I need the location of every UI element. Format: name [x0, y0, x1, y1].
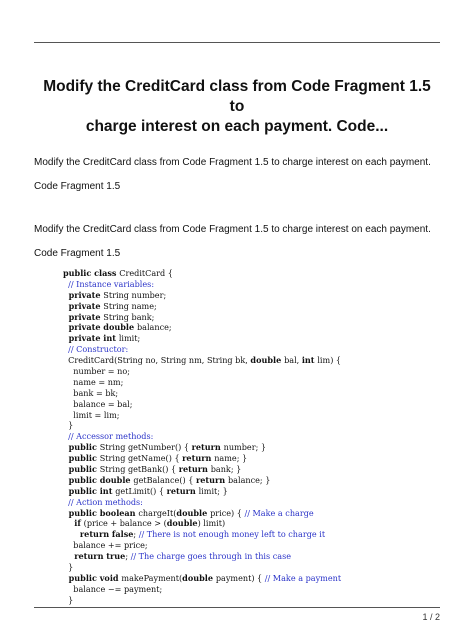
code-text: number; }	[223, 442, 267, 453]
code-keyword: public	[63, 453, 100, 464]
code-line	[63, 442, 443, 453]
code-keyword: private	[63, 289, 104, 300]
code-line	[63, 268, 443, 279]
code-line	[63, 529, 443, 540]
code-keyword: return	[182, 453, 215, 464]
code-comment: // Constructor:	[63, 344, 129, 355]
code-line	[63, 551, 443, 562]
code-line	[63, 573, 443, 584]
code-text: ;	[133, 529, 139, 540]
code-text: bank; }	[210, 464, 242, 475]
code-keyword: public int	[63, 485, 116, 496]
bottom-rule	[34, 607, 440, 608]
code-line	[63, 322, 443, 333]
code-line	[63, 540, 443, 551]
code-text: balance += price;	[63, 540, 148, 551]
code-comment: // Instance variables:	[63, 278, 155, 289]
code-keyword: double	[166, 518, 198, 529]
code-line	[63, 453, 443, 464]
code-comment: // The charge goes through in this case	[130, 551, 292, 562]
code-text: CreditCard {	[119, 268, 173, 278]
code-text: ;	[125, 551, 131, 562]
code-keyword: public double	[63, 474, 134, 485]
code-keyword: return true	[63, 551, 126, 562]
code-line	[63, 388, 443, 399]
top-rule	[34, 42, 440, 43]
code-keyword: public void	[63, 572, 122, 583]
code-text: bal,	[284, 355, 302, 366]
code-text: String getBank() {	[99, 464, 179, 475]
code-text: CreditCard(String no, String nm, String bk,	[63, 355, 251, 366]
code-text: name = nm;	[63, 376, 124, 387]
code-line	[63, 366, 443, 377]
code-keyword: public	[63, 464, 100, 475]
code-keyword: return	[166, 485, 199, 496]
paragraph-4: Code Fragment 1.5	[34, 248, 121, 259]
code-line	[63, 301, 443, 312]
document-title	[34, 77, 440, 137]
code-text: balance;	[136, 322, 172, 333]
code-line	[63, 420, 443, 431]
title-line-2: charge interest on each payment. Code...	[85, 118, 389, 135]
code-keyword: if	[63, 518, 84, 529]
code-line	[63, 595, 443, 606]
code-text: getLimit() {	[115, 485, 167, 496]
code-text: makePayment(	[121, 572, 183, 583]
code-line	[63, 508, 443, 519]
code-text: balance −= payment;	[63, 583, 163, 594]
code-keyword: private	[63, 311, 104, 322]
code-text: getBalance() {	[133, 474, 196, 485]
code-keyword: private double	[63, 322, 137, 333]
code-line	[63, 279, 443, 290]
code-text: payment) {	[215, 572, 265, 583]
code-line	[63, 290, 443, 301]
code-text: }	[63, 420, 74, 431]
code-comment: // Accessor methods:	[63, 431, 154, 442]
code-text: balance = bal;	[63, 398, 133, 409]
code-keyword: return	[191, 442, 224, 453]
code-keyword: public boolean	[63, 507, 139, 518]
code-line	[63, 355, 443, 366]
code-text: String bank;	[103, 311, 155, 322]
paragraph-1: Modify the CreditCard class from Code Fragment 1.5 to charge interest on each payment.	[34, 157, 431, 168]
code-fragment-image	[63, 268, 443, 605]
code-text: String getNumber() {	[99, 442, 192, 453]
code-keyword: double	[182, 572, 216, 583]
code-text: chargeIt(	[138, 507, 177, 518]
code-line	[63, 377, 443, 388]
code-line	[63, 431, 443, 442]
code-line	[63, 475, 443, 486]
code-keyword: int	[301, 355, 318, 366]
code-text: }	[63, 562, 74, 573]
code-text: number = no;	[63, 366, 130, 377]
code-line	[63, 497, 443, 508]
code-line	[63, 312, 443, 323]
code-keyword: public	[63, 442, 100, 453]
code-keyword: double	[176, 507, 211, 518]
code-text: String number;	[103, 289, 167, 300]
code-comment: // Make a payment	[264, 572, 342, 583]
code-line	[63, 399, 443, 410]
code-keyword: return false	[63, 529, 134, 540]
code-keyword: private	[63, 300, 104, 311]
title-line-1: Modify the CreditCard class from Code Fragment 1.5 to	[43, 78, 431, 115]
code-keyword: return	[195, 474, 228, 485]
code-comment: // Make a charge	[244, 507, 314, 518]
code-keyword: return	[178, 464, 211, 475]
paragraph-2: Code Fragment 1.5	[34, 181, 121, 192]
code-keyword: double	[250, 355, 285, 366]
code-text: ) limit)	[197, 518, 226, 529]
code-text: balance; }	[227, 474, 271, 485]
code-line	[63, 410, 443, 421]
code-keyword: private int	[63, 333, 119, 344]
code-line	[63, 518, 443, 529]
code-text: lim) {	[317, 355, 342, 366]
code-comment: // There is not enough money left to charge it	[138, 529, 326, 540]
page-number: 1 / 2	[422, 612, 440, 622]
code-line	[63, 333, 443, 344]
code-line	[63, 464, 443, 475]
code-text: String getName() {	[99, 453, 183, 464]
code-line	[63, 344, 443, 355]
code-comment: // Action methods:	[63, 496, 143, 507]
code-text: limit;	[118, 333, 141, 344]
code-text: String name;	[103, 300, 157, 311]
code-text: limit = lim;	[63, 409, 120, 420]
code-text: bank = bk;	[63, 387, 119, 398]
code-keyword: public class	[63, 268, 120, 278]
code-text: name; }	[214, 453, 248, 464]
code-text: }	[63, 594, 74, 605]
code-line	[63, 584, 443, 595]
code-line	[63, 486, 443, 497]
code-text: limit; }	[198, 485, 228, 496]
code-line	[63, 562, 443, 573]
code-text: price) {	[210, 507, 245, 518]
paragraph-3: Modify the CreditCard class from Code Fragment 1.5 to charge interest on each payment.	[34, 224, 431, 235]
code-text: (price + balance > (	[83, 518, 167, 529]
